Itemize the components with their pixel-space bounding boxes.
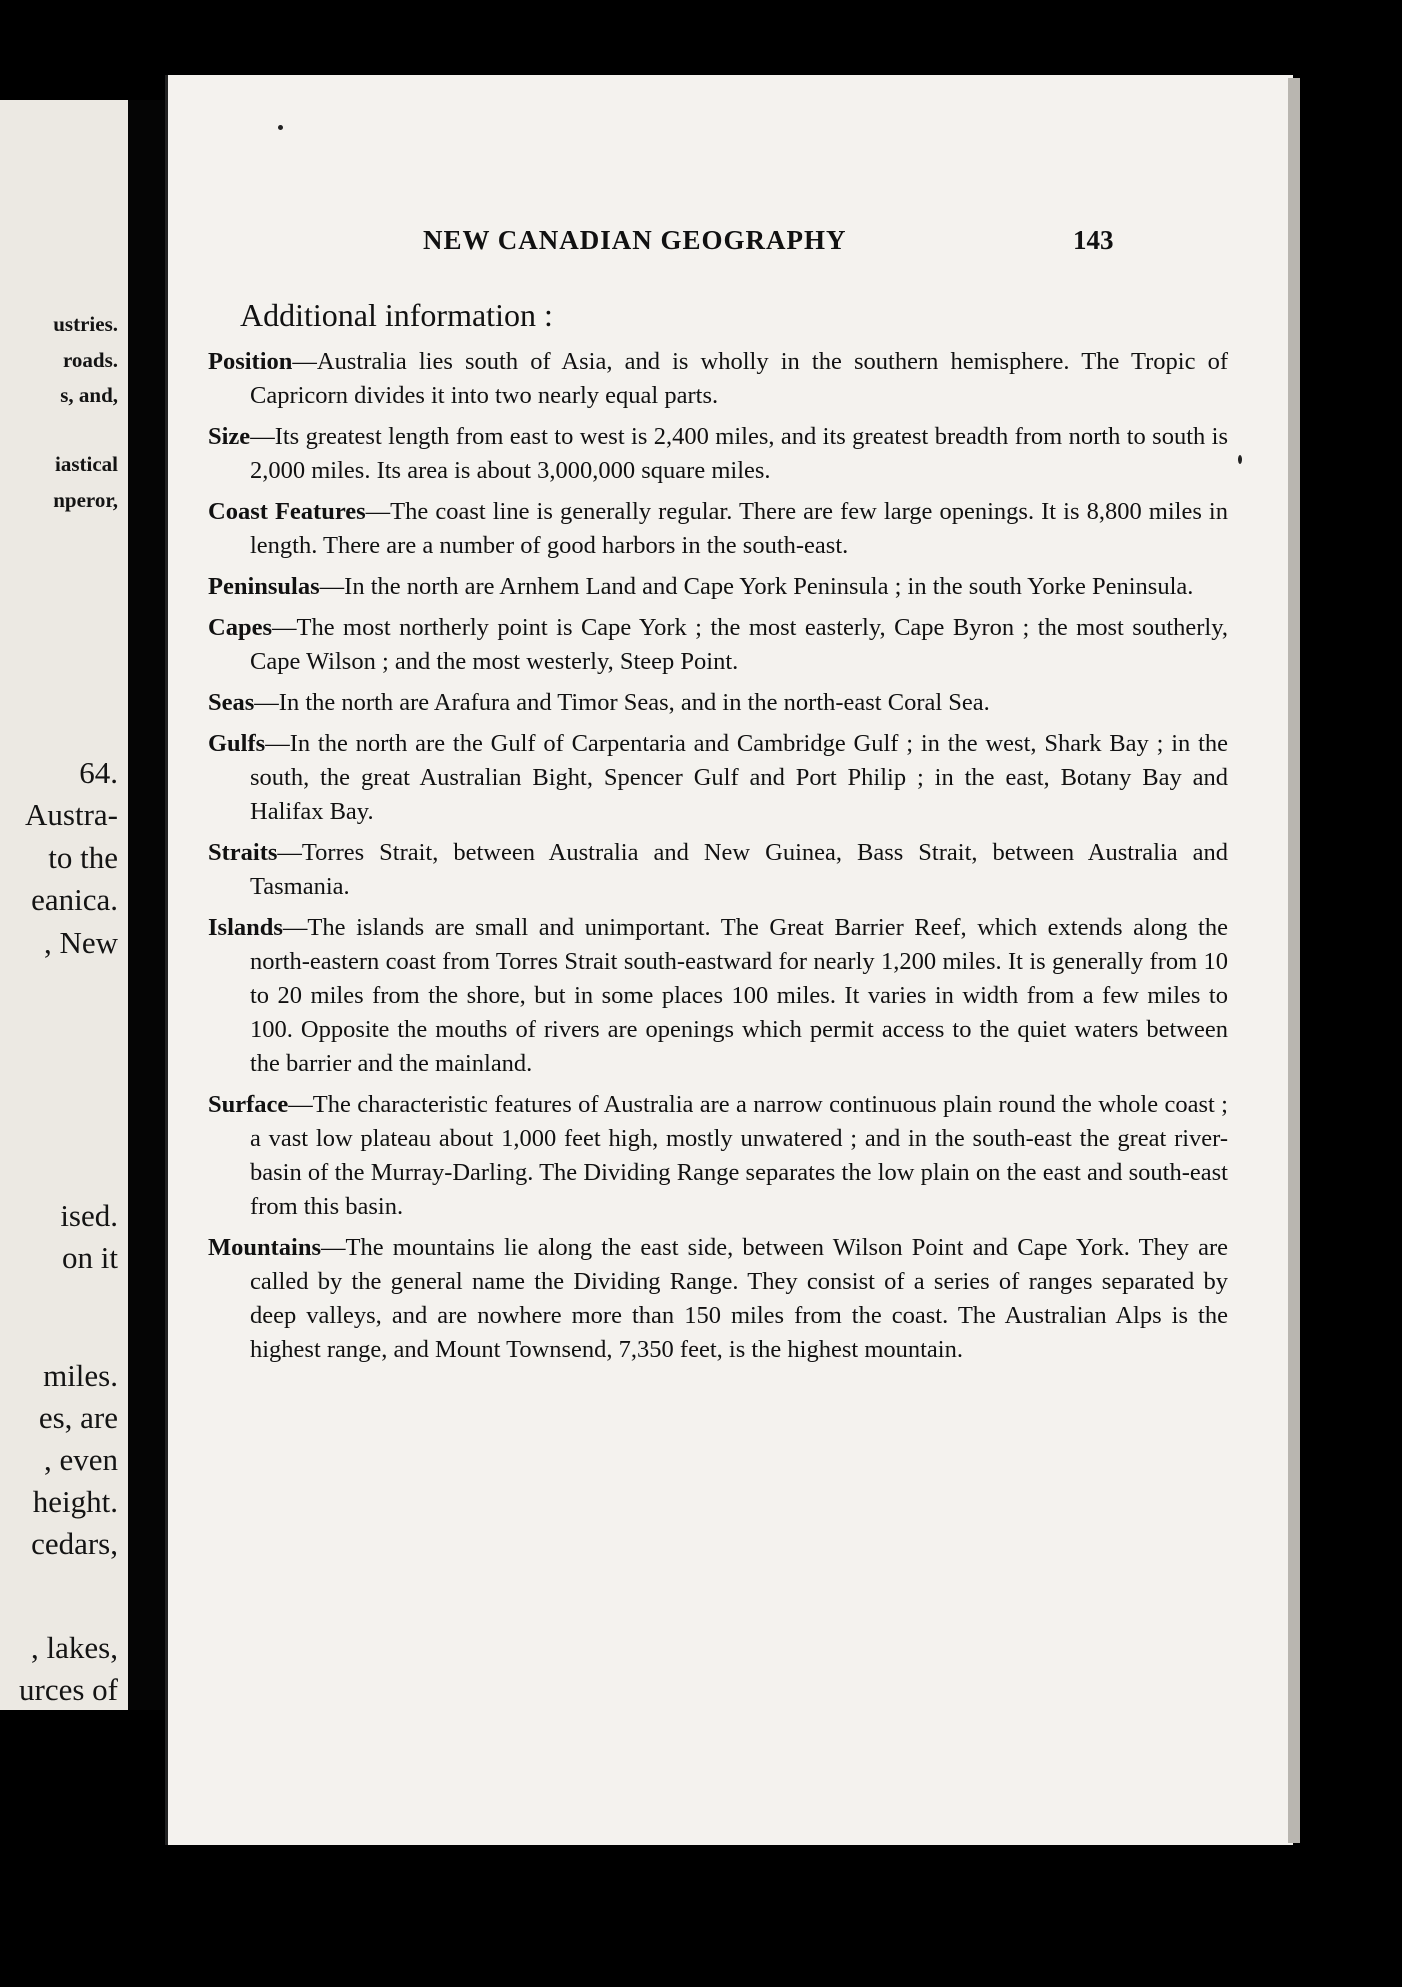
entry-text: The islands are small and unimportant. The Great Barrier Reef, which extends along the north-eastern coast from Torres Strait south-eastward for nearly 1,200 miles. It is generally from 10 to 20 miles from the shore, but in some places 100 miles. It varies in width from a few miles to 100. Opposite the mouths of rivers are openings which permit access to the quiet waters between the barrier and the mainland. [250,914,1228,1077]
entry-surface: Surface—The characteristic features of Australia are a narrow continuous plain round the whole coast ; a vast low plateau about 1,000 feet high, mostly unwatered ; and in the south-east the great river-basin of the Murray-Darling. The Dividing Range separates the low plain on the east and south-east from this basin. [208,1091,1228,1220]
entry-term: Seas [208,689,255,716]
entry-size: Size—Its greatest length from east to west is 2,400 miles, and its greatest breadth from north to south is 2,000 miles. Its area is about 3,000,000 square miles. [208,423,1228,484]
entry-text: In the north are the Gulf of Carpentaria and Cambridge Gulf ; in the west, Shark Bay ; in the south, the great Australian Bight, Spencer Gulf and Port Philip ; in the east, Botany Bay and Halifax Bay. [250,730,1228,825]
left-page-fragment: Austra- [25,797,118,832]
left-page-fragment: height. [32,1484,118,1519]
running-header [168,225,1293,265]
entry-term: Capes [208,614,272,641]
left-page-fragment: s, and, [60,383,118,407]
left-page-fragment: eanica. [31,882,118,917]
left-page-fragment: on it [62,1240,118,1275]
left-page-fragment: nperor, [53,488,118,512]
entry-peninsulas: Peninsulas—In the north are Arnhem Land and Cape York Peninsula ; in the south Yorke Peninsula. [208,573,1194,600]
header-title: NEW CANADIAN GEOGRAPHY [423,225,847,255]
entry-term: Peninsulas [208,573,320,600]
entry-term: Position [208,348,293,375]
entry-term: Gulfs [208,730,266,757]
entry-list [208,345,1228,1374]
entry-mountains: Mountains—The mountains lie along the east side, between Wilson Point and Cape York. They are called by the general name the Dividing Range. They consist of a series of ranges separated by deep valleys, and are nowhere more than 150 miles from the coast. The Australian Alps is the highest range, and Mount Townsend, 7,350 feet, is the highest mountain. [208,1234,1228,1363]
left-page-fragment: to the [48,840,118,875]
entry-text: The most northerly point is Cape York ; the most easterly, Cape Byron ; the most southerly, Cape Wilson ; and the most westerly, Steep Point. [250,614,1228,675]
left-page-fragment: urces of [19,1672,118,1707]
left-page-fragment: , lakes, [31,1630,118,1665]
book-gutter [128,100,168,1710]
entry-term: Coast Features [208,498,366,525]
left-page-fragment: ustries. [53,312,118,336]
entry-term: Islands [208,914,283,941]
entry-text: The characteristic features of Australia are a narrow continuous plain round the whole coast ; a vast low plateau about 1,000 feet high, mostly unwatered ; and in the south-east the great river-basin of the Murray-Darling. The Dividing Range separates the low plain on the east and south-east from this basin. [250,1091,1228,1220]
entry-straits: Straits—Torres Strait, between Australia and New Guinea, Bass Strait, between Australia and Tasmania. [208,839,1228,900]
left-page-fragment: es, are [38,1400,118,1435]
left-page-fragment: , even [43,1442,118,1477]
entry-position: Position—Australia lies south of Asia, and is wholly in the southern hemisphere. The Tropic of Capricorn divides it into two nearly equal parts. [208,348,1228,409]
entry-text: In the north are Arnhem Land and Cape York Peninsula ; in the south Yorke Peninsula. [344,573,1194,600]
entry-term: Surface [208,1091,289,1118]
entry-text: Torres Strait, between Australia and New Guinea, Bass Strait, between Australia and Tasmania. [250,839,1228,900]
facing-page [0,100,128,1710]
entry-text: The coast line is generally regular. There are few large openings. It is 8,800 miles in length. There are a number of good harbors in the south-east. [250,498,1228,559]
entry-coast-features: Coast Features—The coast line is generally regular. There are few large openings. It is 8,800 miles in length. There are a number of good harbors in the south-east. [208,498,1228,559]
ink-speck [278,125,283,130]
book-page [165,75,1293,1845]
entry-term: Mountains [208,1234,322,1261]
left-page-fragment: roads. [62,348,118,372]
left-page-fragment: , New [43,925,118,960]
page-edge [1288,78,1300,1843]
ink-speck [1238,455,1242,464]
left-page-fragment: miles. [43,1358,118,1393]
entry-text: The mountains lie along the east side, between Wilson Point and Cape York. They are called by the general name the Dividing Range. They consist of a series of ranges separated by deep valleys, and are nowhere more than 150 miles from the coast. The Australian Alps is the highest range, and Mount Townsend, 7,350 feet, is the highest mountain. [250,1234,1228,1363]
entry-text: Its greatest length from east to west is 2,400 miles, and its greatest breadth from north to south is 2,000 miles. Its area is about 3,000,000 square miles. [250,423,1228,484]
entry-seas: Seas—In the north are Arafura and Timor Seas, and in the north-east Coral Sea. [208,689,990,716]
section-heading: Additional information : [240,297,553,333]
left-page-fragment: ised. [60,1198,118,1233]
entry-capes: Capes—The most northerly point is Cape York ; the most easterly, Cape Byron ; the most southerly, Cape Wilson ; and the most westerly, Steep Point. [208,614,1228,675]
entry-text: In the north are Arafura and Timor Seas, and in the north-east Coral Sea. [278,689,990,716]
entry-term: Size [208,423,251,450]
entry-term: Straits [208,839,278,866]
entry-gulfs: Gulfs—In the north are the Gulf of Carpentaria and Cambridge Gulf ; in the west, Shark Bay ; in the south, the great Australian Bight, Spencer Gulf and Port Philip ; in the east, Botany Bay and Halifax Bay. [208,730,1228,825]
page-number: 143 [1073,225,1114,255]
left-page-fragment: cedars, [31,1526,118,1561]
entry-islands: Islands—The islands are small and unimportant. The Great Barrier Reef, which extends along the north-eastern coast from Torres Strait south-eastward for nearly 1,200 miles. It is generally from 10 to 20 miles from the shore, but in some places 100 miles. It varies in width from a few miles to 100. Opposite the mouths of rivers are openings which permit access to the quiet waters between the barrier and the mainland. [208,914,1228,1077]
left-page-fragment: 64. [79,755,118,790]
entry-text: Australia lies south of Asia, and is wholly in the southern hemisphere. The Tropic of Capricorn divides it into two nearly equal parts. [250,348,1228,409]
left-page-fragment: iastical [55,452,118,476]
